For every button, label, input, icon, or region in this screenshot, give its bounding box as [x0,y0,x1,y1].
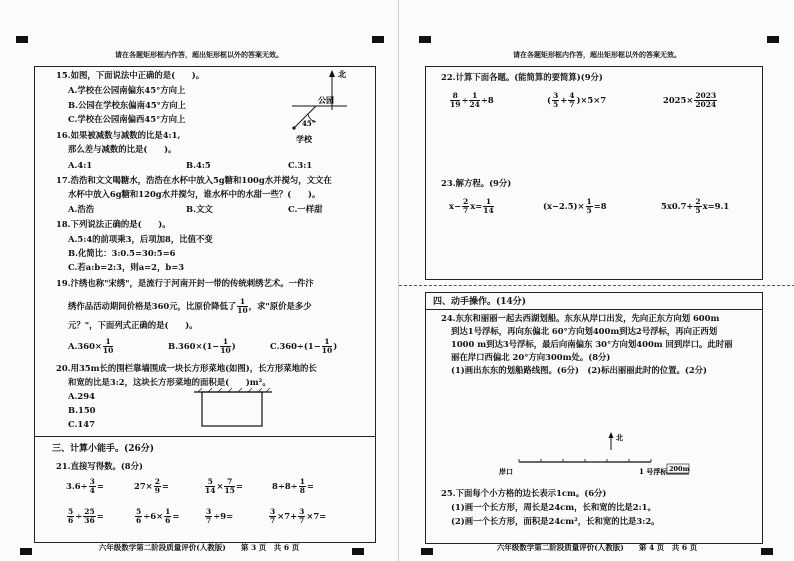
q17-line-2: 水杯中放入6g糖和120g水并搅匀，谁水杯中的水甜一些？( )。 [68,189,321,199]
calc-item-1: 3.6÷ $\frac{3}{4}$ = [66,477,104,495]
calc-item-3: $\frac{5}{14}$ × $\frac{7}{15}$ = [205,477,243,495]
q23-item-1: x− $\frac{2}{7}$ x= $\frac{1}{14}$ [449,197,494,215]
calc-item-8: $\frac{3}{7}$ ×7+ $\frac{3}{7}$ ×7= [270,507,327,525]
q24-line-3: 1000 m到达3号浮标，最后向南偏东 30°方向划400m 回到岸口。此时丽 [451,339,733,349]
q18-option-b: B.化简比：3:0.5=30:5=6 [68,248,176,258]
q17-option-a: A.浩浩 [68,204,95,214]
q15-stem: 15.如图，下面说法中正确的是( )。 [56,70,205,80]
section-3-title: 三、计算小能手。(26分) [52,444,155,454]
q24-line-1: 24.东东和丽丽一起去西湖划船。东东从岸口出发，先向正东方向划 600m [441,313,720,323]
section-divider [426,309,762,310]
q17-option-c: C.一样甜 [288,204,323,214]
section-4-title: 四、动手操作。(14分) [433,297,527,307]
q24-line-2: 到达1号浮标，再向东偏北 60°方向划400m到达2号浮标，再向正西划 [451,326,718,336]
q20-option-c: C.147 [68,419,95,429]
q25-line-3: (2)画一个长方形，面积是24cm²，长和宽的比是3:2。 [451,516,660,526]
q23-title: 23.解方程。(9分) [441,178,512,188]
q20-line-2: 和宽的比是3:2，这块长方形菜地的面积是( )m²。 [68,377,271,387]
q15-option-a: A.学校在公园南偏东45°方向上 [68,85,186,95]
calc-item-5: $\frac{5}{6}$ ÷ $\frac{25}{36}$ = [68,507,104,525]
exam-page-4 [398,0,794,561]
q16-option-a: A.4:1 [68,160,93,170]
angle-label: 45° [302,119,316,128]
registration-mark [767,36,779,43]
q19-line-1: 19.汴绣也称"宋绣"，是流行于河南开封一带的传统刺绣艺术。一件汴 [56,278,314,288]
page-fold-line [399,285,794,286]
q18-option-c: C.若a:b=2:3，则a=2，b=3 [68,262,185,272]
calc-item-4: 8÷8÷ $\frac{1}{8}$ = [272,477,314,495]
q19-option-a: A.360× $\frac{1}{10}$ [68,337,114,355]
q18-stem: 18.下列说法正确的是( )。 [56,219,171,229]
q16-stem-2: 那么差与减数的比是( )。 [68,144,177,154]
calc-item-6: $\frac{5}{6}$ ÷6× $\frac{1}{6}$ = [136,507,180,525]
answer-notice: 请在各题矩形框内作答，超出矩形框以外的答案无效。 [115,50,283,59]
q25-line-2: (1)画一个长方形，周长是24cm，长和宽的比是2:1。 [451,502,656,512]
registration-mark [16,36,28,43]
q15-direction-figure [282,66,362,146]
q20-garden-figure [194,388,274,428]
registration-mark [419,36,431,43]
q21-title: 21.直接写得数。(8分) [56,461,143,471]
section-divider [35,436,375,437]
scale-label: 200m [669,465,690,473]
school-label: 学校 [296,134,312,144]
q22-item-2: ( $\frac{3}{5}$ + $\frac{4}{7}$ )×5×7 [547,91,607,109]
q20-line-1: 20.用35m长的围栏靠墙围成一块长方形菜地(如图)，长方形菜地的长 [56,363,317,373]
q20-option-b: B.150 [68,405,96,415]
q19-option-b: B.360×(1− $\frac{1}{10}$ ) [168,337,236,355]
q23-item-2: (x−2.5)× $\frac{1}{5}$ =8 [543,197,607,215]
q22-title: 22.计算下面各题。(能简算的要简算)(9分) [441,72,603,82]
shore-label: 岸口 [499,467,513,476]
q24-line-5: (1)画出东东的划船路线图。(6分) (2)标出丽丽此时的位置。(2分) [451,365,708,375]
q23-item-3: 5x0.7+ $\frac{2}{5}$ x=9.1 [661,197,730,215]
page-4-footer: 六年级数学第二阶段质量评价(人教版) 第 4 页 共 6 页 [496,543,698,552]
page-3-footer: 六年级数学第二阶段质量评价(人教版) 第 3 页 共 6 页 [98,543,300,552]
q18-option-a: A.5:4的前项乘3，后项加8，比值不变 [68,234,213,244]
q15-option-b: B.公园在学校东偏南45°方向上 [68,100,186,110]
q24-line-4: 丽在岸口西偏北 20°方向300m处。(8分) [451,352,611,362]
buoy-1-label: 1 号浮标 [639,467,668,476]
q16-option-c: C.3:1 [288,160,313,170]
q22-item-1: $\frac{8}{19}$ ÷ $\frac{1}{24}$ ÷8 [450,91,494,109]
park-label: 公园 [318,95,334,105]
q17-option-b: B.文文 [186,204,213,214]
calc-item-2: 27× $\frac{2}{9}$ = [134,477,169,495]
q19-line-3: 元？"，下面列式正确的是( )。 [68,320,198,330]
q22-item-3: 2025× $\frac{2023}{2024}$ [663,91,717,109]
north-label: 北 [616,433,623,442]
q15-option-c: C.学校在公园南偏西45°方向上 [68,114,186,124]
q17-line-1: 17.浩浩和文文喝糖水，浩浩在水杯中放入5g糖和100g水并搅匀，文文在 [56,175,332,185]
q20-option-a: A.294 [68,391,95,401]
q16-stem: 16.如果被减数与减数的比是4:1, [56,130,181,140]
q24-map-area [489,430,719,482]
calc-item-7: $\frac{3}{7}$ ÷9= [206,507,234,525]
north-label: 北 [338,69,346,79]
q19-line-2: 绣作品活动期间价格是360元，比原价降低了 $\frac{1}{10}$ ，求"原价是多少 [68,297,312,315]
q16-option-b: B.4:5 [186,160,211,170]
answer-notice: 请在各题矩形框内作答，超出矩形框以外的答案无效。 [513,50,681,59]
q25-line-1: 25.下面每个小方格的边长表示1cm。(6分) [441,488,607,498]
registration-mark [372,36,384,43]
q19-option-c: C.360÷(1− $\frac{1}{10}$ ) [270,337,338,355]
